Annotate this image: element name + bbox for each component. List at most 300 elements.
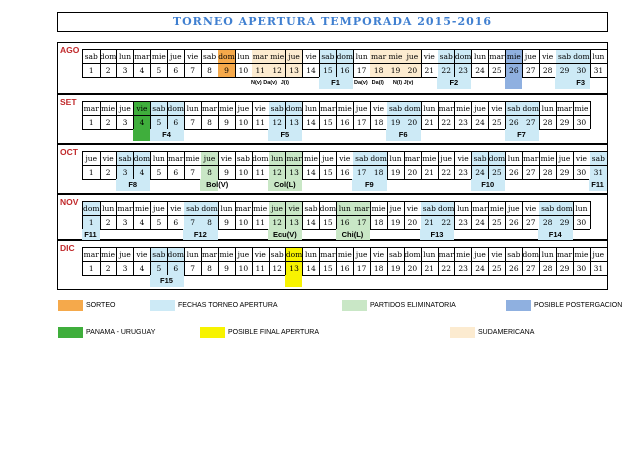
day-cell: 15 [320, 115, 338, 129]
weekday-cell: sab [556, 49, 574, 63]
weekday-cell: sab [269, 101, 287, 115]
day-cell: 2 [100, 63, 118, 77]
day-cell: 14 [303, 115, 321, 129]
weekday-cell: vie [489, 101, 507, 115]
day-cell: 24 [472, 215, 490, 229]
day-cell: 10 [235, 115, 253, 129]
weekday-cell: sab [117, 151, 135, 165]
day-cell: 6 [168, 63, 186, 77]
weekday-cell: lun [539, 247, 557, 261]
weekday-cell: mie [421, 151, 439, 165]
weekday-cell: jue [117, 247, 135, 261]
day-cell: 17 [353, 63, 371, 77]
day-cell: 24 [472, 115, 490, 129]
day-cell: 7 [184, 115, 202, 129]
legend-swatch [150, 300, 175, 311]
day-cell: 9 [218, 63, 236, 77]
weekday-cell: lun [573, 201, 591, 215]
weekday-cell: mar [201, 247, 219, 261]
weekday-cell: dom [168, 101, 186, 115]
weekday-row [82, 247, 607, 261]
fixture-label: F4 [162, 130, 171, 139]
day-cell: 25 [489, 261, 507, 275]
weekday-cell: mar [168, 151, 186, 165]
day-cell: 22 [438, 115, 456, 129]
day-cell: 6 [168, 261, 186, 275]
day-cell: 31 [590, 261, 608, 275]
weekday-cell: sab [269, 247, 287, 261]
weekday-cell: sab [387, 101, 405, 115]
weekday-cell: mie [100, 101, 118, 115]
day-cell: 9 [218, 261, 236, 275]
day-cell: 9 [218, 165, 236, 179]
day-cell: 3 [117, 63, 135, 77]
weekday-cell: mar [472, 201, 490, 215]
day-cell: 22 [438, 215, 456, 229]
weekday-cell: mar [320, 101, 338, 115]
legend-swatch [450, 327, 475, 338]
day-cell: 18 [370, 261, 388, 275]
weekday-cell: jue [353, 101, 371, 115]
weekday-cell: sab [438, 49, 456, 63]
fixture-label: F11 [84, 230, 97, 239]
day-cell: 13 [286, 63, 304, 77]
day-cell: 5 [151, 63, 169, 77]
weekday-cell: mie [269, 49, 287, 63]
day-cell: 14 [303, 165, 321, 179]
day-cell: 21 [421, 115, 439, 129]
day-cell: 28 [539, 165, 557, 179]
day-cell: 13 [286, 165, 304, 179]
day-cell: 31 [590, 63, 608, 77]
weekday-cell: dom [83, 201, 101, 215]
weekday-cell: mie [151, 49, 169, 63]
day-cell: 16 [337, 215, 355, 229]
weekday-cell: mar [286, 151, 304, 165]
day-cell: 23 [455, 115, 473, 129]
weekday-cell: mie [455, 247, 473, 261]
day-cell: 25 [489, 115, 507, 129]
month-set [57, 94, 608, 144]
day-cell: 16 [337, 115, 355, 129]
weekday-cell: vie [252, 247, 270, 261]
day-cell: 30 [573, 63, 591, 77]
weekday-row [82, 151, 607, 165]
day-cell: 30 [573, 261, 591, 275]
weekday-cell: sab [506, 101, 524, 115]
legend-label: PANAMA - URUGUAY [86, 329, 156, 336]
fixture-label: F8 [128, 180, 138, 189]
weekday-cell: mie [506, 49, 524, 63]
day-cell: 10 [235, 63, 253, 77]
weekday-cell: dom [134, 151, 152, 165]
day-cell: 15 [320, 261, 338, 275]
day-cell: 27 [522, 165, 540, 179]
weekday-cell: sab [590, 151, 608, 165]
day-cell: 4 [134, 215, 152, 229]
day-cell: 11 [252, 115, 270, 129]
day-cell: 6 [168, 165, 186, 179]
month-ago [57, 42, 608, 94]
weekday-cell: mie [489, 201, 507, 215]
weekday-cell: jue [235, 247, 253, 261]
day-cell: 26 [506, 261, 524, 275]
weekday-cell: mar [83, 247, 101, 261]
weekday-cell: mar [522, 151, 540, 165]
daynum-row [82, 63, 607, 78]
day-cell: 30 [573, 215, 591, 229]
day-cell: 17 [353, 261, 371, 275]
weekday-cell: lun [100, 201, 118, 215]
weekday-cell: jue [472, 247, 490, 261]
day-cell: 30 [573, 165, 591, 179]
day-cell: 16 [337, 165, 355, 179]
weekday-cell: jue [168, 49, 186, 63]
day-cell: 3 [117, 165, 135, 179]
weekday-cell: vie [404, 201, 422, 215]
weekday-cell: sab [539, 201, 557, 215]
day-cell: 26 [506, 115, 524, 129]
day-cell: 6 [168, 115, 186, 129]
fixture-row [82, 179, 606, 191]
weekday-cell: dom [218, 49, 236, 63]
day-cell: 6 [168, 215, 186, 229]
day-cell: 2 [100, 261, 118, 275]
fixture-label: F11 [591, 180, 604, 189]
weekday-cell: vie [489, 247, 507, 261]
weekday-cell: lun [184, 247, 202, 261]
day-cell: 17 [353, 215, 371, 229]
weekday-cell: mie [218, 101, 236, 115]
weekday-cell: lun [506, 151, 524, 165]
page-title: TORNEO APERTURA TEMPORADA 2015-2016 [57, 12, 608, 32]
day-cell: 21 [421, 261, 439, 275]
weekday-cell: vie [184, 49, 202, 63]
day-cell: 26 [506, 63, 524, 77]
day-cell: 15 [320, 63, 338, 77]
weekday-row [82, 49, 607, 63]
weekday-cell: mar [556, 247, 574, 261]
fixture-label: F6 [398, 130, 408, 139]
weekday-cell: mie [303, 151, 321, 165]
fixture-label: Chi(L) [341, 230, 364, 239]
day-cell: 22 [438, 63, 456, 77]
weekday-cell: mie [337, 247, 355, 261]
day-cell: 7 [184, 165, 202, 179]
weekday-cell: lun [218, 201, 236, 215]
legend-label: POSIBLE FINAL APERTURA [228, 329, 320, 336]
fixture-label: F14 [548, 230, 562, 239]
month-dic [57, 240, 608, 290]
day-cell: 19 [387, 63, 405, 77]
weekday-cell: mie [539, 151, 557, 165]
fixture-label: F1 [331, 78, 340, 87]
weekday-cell: sab [151, 101, 169, 115]
weekday-cell: lun [421, 247, 439, 261]
weekday-cell: lun [455, 201, 473, 215]
weekday-cell: lun [590, 49, 608, 63]
weekday-cell: mar [83, 101, 101, 115]
fixture-label: F7 [517, 130, 526, 139]
day-cell: 10 [235, 165, 253, 179]
month-label: OCT [60, 147, 78, 157]
day-cell: 11 [252, 165, 270, 179]
day-cell: 18 [370, 63, 388, 77]
weekday-cell: jue [556, 151, 574, 165]
weekday-cell: mar [489, 49, 507, 63]
weekday-cell: jue [353, 247, 371, 261]
day-cell: 13 [286, 261, 304, 275]
weekday-cell: mie [573, 247, 591, 261]
day-cell: 31 [590, 165, 608, 179]
day-cell: 20 [404, 115, 422, 129]
weekday-cell: mie [184, 151, 202, 165]
weekday-cell: sab [320, 49, 338, 63]
weekday-cell: lun [184, 101, 202, 115]
day-cell: 24 [472, 63, 490, 77]
daynum-row [82, 165, 607, 180]
day-cell: 14 [303, 63, 321, 77]
weekday-cell: sab [184, 201, 202, 215]
day-cell: 9 [218, 215, 236, 229]
weekday-cell: sab [421, 201, 439, 215]
day-cell: 8 [201, 115, 219, 129]
weekday-cell: dom [522, 101, 540, 115]
day-cell: 8 [201, 261, 219, 275]
day-cell: 1 [83, 261, 101, 275]
month-label: SET [60, 97, 77, 107]
day-cell: 28 [539, 215, 557, 229]
legend-label: SORTEO [86, 302, 116, 309]
day-cell: 8 [201, 215, 219, 229]
weekday-cell: sab [472, 151, 490, 165]
day-cell: 8 [201, 165, 219, 179]
day-cell: 20 [404, 165, 422, 179]
weekday-cell: sab [353, 151, 371, 165]
day-cell: 21 [421, 63, 439, 77]
weekday-cell: mar [252, 49, 270, 63]
legend-label: FECHAS TORNEO APERTURA [178, 302, 278, 309]
weekday-cell: dom [337, 49, 355, 63]
weekday-cell: dom [556, 201, 574, 215]
month-label: DIC [60, 243, 75, 253]
day-cell: 12 [269, 63, 287, 77]
day-cell: 22 [438, 165, 456, 179]
fixture-label: Da(v) [354, 80, 368, 86]
day-cell: 4 [134, 165, 152, 179]
day-cell: 20 [404, 63, 422, 77]
weekday-cell: dom [286, 101, 304, 115]
day-cell: 5 [151, 215, 169, 229]
day-cell: 20 [404, 215, 422, 229]
weekday-cell: vie [370, 247, 388, 261]
day-cell: 13 [286, 215, 304, 229]
day-cell: 5 [151, 261, 169, 275]
weekday-cell: jue [472, 101, 490, 115]
weekday-cell: sab [201, 49, 219, 63]
legend-swatch [506, 300, 531, 311]
month-nov [57, 194, 608, 240]
weekday-cell: mar [404, 151, 422, 165]
weekday-cell: jue [83, 151, 101, 165]
weekday-cell: dom [438, 201, 456, 215]
day-cell: 5 [151, 115, 169, 129]
weekday-cell: dom [252, 151, 270, 165]
weekday-cell: lun [421, 101, 439, 115]
weekday-cell: dom [404, 247, 422, 261]
day-cell: 26 [506, 215, 524, 229]
day-cell: 4 [134, 115, 152, 129]
day-cell: 17 [353, 165, 371, 179]
day-cell: 22 [438, 261, 456, 275]
day-cell: 26 [506, 165, 524, 179]
weekday-cell: lun [269, 151, 287, 165]
day-cell: 15 [320, 215, 338, 229]
fixture-row [82, 129, 589, 141]
legend-label: POSIBLE POSTERGACION [534, 302, 623, 309]
weekday-cell: dom [573, 49, 591, 63]
weekday-cell: mar [235, 201, 253, 215]
weekday-cell: sab [151, 247, 169, 261]
weekday-cell: vie [421, 49, 439, 63]
weekday-cell: jue [590, 247, 608, 261]
day-cell: 29 [556, 261, 574, 275]
weekday-cell: dom [320, 201, 338, 215]
weekday-cell: vie [218, 151, 236, 165]
day-cell: 1 [83, 115, 101, 129]
weekday-cell: lun [539, 101, 557, 115]
day-cell: 3 [117, 115, 135, 129]
day-cell: 4 [134, 261, 152, 275]
weekday-cell: vie [286, 201, 304, 215]
month-label: AGO [60, 45, 80, 55]
day-cell: 19 [387, 165, 405, 179]
weekday-cell: mie [134, 201, 152, 215]
weekday-cell: sab [506, 247, 524, 261]
day-cell: 16 [337, 63, 355, 77]
fixture-label: J(i) [280, 80, 289, 86]
legend-label: SUDAMERICANA [478, 329, 535, 336]
weekday-cell: vie [539, 49, 557, 63]
day-cell: 23 [455, 261, 473, 275]
weekday-cell: lun [303, 247, 321, 261]
fixture-label: Col(L) [273, 180, 296, 189]
day-cell: 23 [455, 215, 473, 229]
day-cell: 12 [269, 115, 287, 129]
weekday-cell: lun [387, 151, 405, 165]
weekday-cell: mie [100, 247, 118, 261]
fixture-row [82, 275, 606, 287]
weekday-cell: lun [303, 101, 321, 115]
day-cell: 2 [100, 215, 118, 229]
weekday-cell: dom [522, 247, 540, 261]
weekday-cell: mie [370, 201, 388, 215]
day-cell: 14 [303, 261, 321, 275]
day-cell: 25 [489, 165, 507, 179]
weekday-cell: lun [235, 49, 253, 63]
fixture-label: N(v) Da(v) [251, 80, 278, 86]
day-cell: 3 [117, 215, 135, 229]
daynum-row [82, 115, 590, 130]
day-cell: 7 [184, 63, 202, 77]
weekday-cell: dom [404, 101, 422, 115]
fixture-label: F13 [430, 230, 444, 239]
weekday-cell: jue [117, 101, 135, 115]
fixture-label: F3 [576, 78, 586, 87]
fixture-shade [285, 275, 303, 287]
day-cell: 2 [100, 115, 118, 129]
day-cell: 16 [337, 261, 355, 275]
day-cell: 18 [370, 215, 388, 229]
weekday-cell: dom [100, 49, 118, 63]
day-cell: 12 [269, 215, 287, 229]
weekday-cell: jue [286, 49, 304, 63]
day-cell: 28 [539, 115, 557, 129]
fixture-label: Ecu(V) [272, 230, 297, 239]
weekday-cell: mar [134, 49, 152, 63]
day-cell: 11 [252, 215, 270, 229]
weekday-cell: lun [117, 49, 135, 63]
weekday-cell: lun [337, 201, 355, 215]
weekday-cell: dom [201, 201, 219, 215]
day-cell: 3 [117, 261, 135, 275]
fixture-label: N(l) J(v) [392, 80, 414, 86]
weekday-cell: sab [387, 247, 405, 261]
fixture-label: F10 [481, 180, 495, 189]
month-label: NOV [60, 197, 79, 207]
day-cell: 1 [83, 165, 101, 179]
day-cell: 29 [556, 215, 574, 229]
day-cell: 28 [539, 63, 557, 77]
weekday-cell: jue [506, 201, 524, 215]
weekday-cell: sab [83, 49, 101, 63]
day-cell: 19 [387, 115, 405, 129]
day-cell: 17 [353, 115, 371, 129]
legend-swatch [200, 327, 225, 338]
fixture-label: F5 [280, 130, 290, 139]
fixture-shade [133, 129, 151, 141]
weekday-cell: sab [303, 201, 321, 215]
day-cell: 4 [134, 63, 152, 77]
weekday-row [82, 201, 590, 215]
day-cell: 27 [522, 261, 540, 275]
day-cell: 9 [218, 115, 236, 129]
weekday-cell: jue [269, 201, 287, 215]
weekday-cell: vie [303, 49, 321, 63]
fixture-label: Da(l) [371, 80, 384, 86]
day-cell: 10 [235, 215, 253, 229]
fixture-row [82, 77, 606, 89]
weekday-cell: jue [235, 101, 253, 115]
weekday-cell: vie [370, 101, 388, 115]
weekday-cell: vie [134, 101, 152, 115]
fixture-label: F15 [160, 276, 173, 285]
weekday-cell: mie [387, 49, 405, 63]
weekday-cell: dom [489, 151, 507, 165]
weekday-cell: jue [438, 151, 456, 165]
weekday-cell: vie [455, 151, 473, 165]
weekday-cell: mar [117, 201, 135, 215]
weekday-cell: lun [472, 49, 490, 63]
day-cell: 18 [370, 115, 388, 129]
day-cell: 29 [556, 115, 574, 129]
weekday-cell: mar [370, 49, 388, 63]
weekday-cell: mie [252, 201, 270, 215]
fixture-label: F9 [364, 180, 374, 189]
weekday-cell: mar [201, 101, 219, 115]
legend-label: PARTIDOS ELIMINATORIA [370, 302, 456, 309]
fixture-shade [505, 77, 523, 89]
